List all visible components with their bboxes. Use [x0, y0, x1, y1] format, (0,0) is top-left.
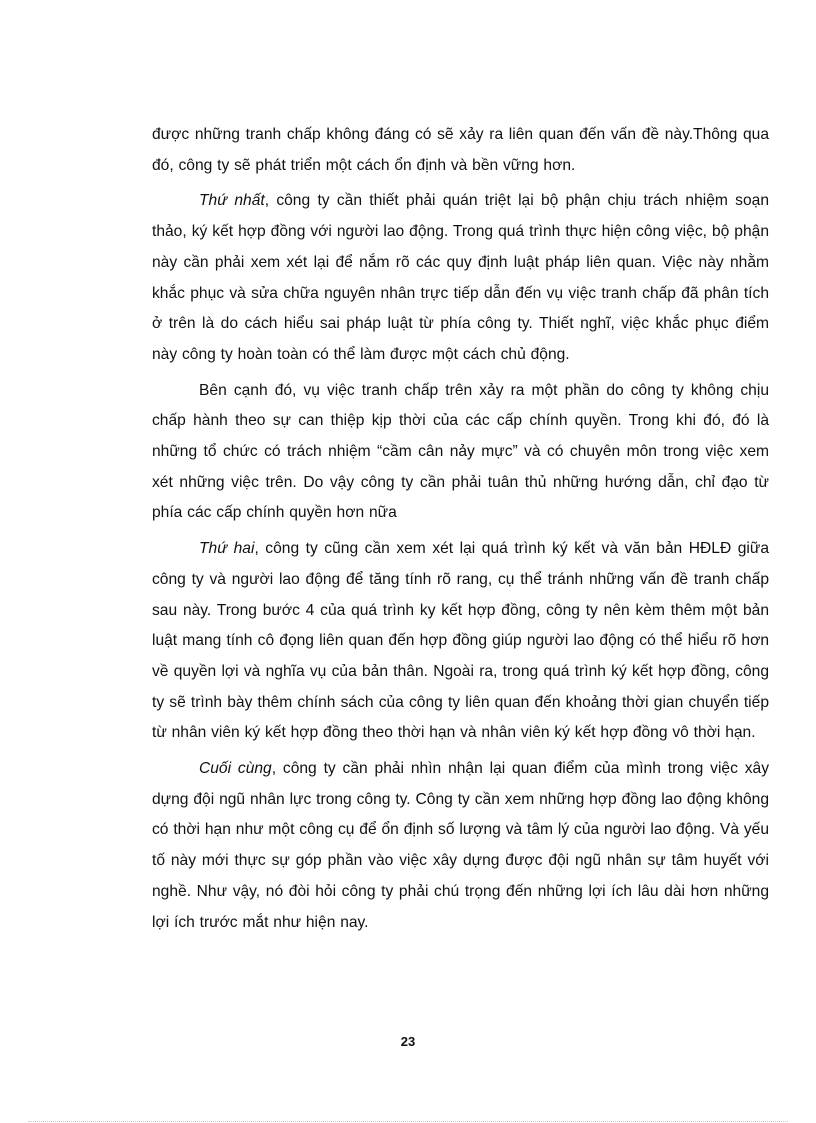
paragraph-text: , công ty cần phải nhìn nhận lại quan điểm của mình trong việc xây dựng đội ngũ nhân lực trong công ty. Công ty cần xem những hợp đồng lao động không có thời hạn như một công cụ để ổn định số lượng và tâm lý của người lao động. Và yếu tố này mới thực sự góp phần vào việc xây dựng được đội ngũ nhân sự tâm huyết với nghề. Như vậy, nó đòi hỏi công ty phải chú trọng đến những lợi ích lâu dài hơn những lợi ích trước mắt như hiện nay. [152, 760, 769, 931]
page-number: 23 [400, 1034, 416, 1049]
paragraph-lead: Cuối cùng [199, 760, 272, 778]
paragraph-text: , công ty cũng cần xem xét lại quá trình ký kết và văn bản HĐLĐ giữa công ty và người lao động để tăng tính rõ rang, cụ thể tránh những vấn đề tranh chấp sau này. Trong bước 4 của quá trình ky kết hợp đồng, công ty nên kèm thêm một bản luật mang tính cô đọng liên quan đến hợp đồng giúp người lao động có thể hiểu rõ hơn về quyền lợi và nghĩa vụ của bản thân. Ngoài ra, trong quá trình ký kết hợp đồng, công ty sẽ trình bày thêm chính sách của công ty liên quan đến khoảng thời gian chuyển tiếp từ nhân viên ký kết hợp đồng theo thời hạn và nhân viên ký kết hợp đồng vô thời hạn. [152, 540, 769, 742]
paragraph-text: được những tranh chấp không đáng có sẽ xảy ra liên quan đến vấn đề này.Thông qua đó, công ty sẽ phát triển một cách ổn định và bền vững hơn. [152, 126, 769, 174]
paragraph-continuation [152, 120, 769, 181]
paragraph-lead: Thứ nhất [199, 192, 265, 210]
paragraph-second-point [152, 534, 769, 749]
paragraph-lead: Thứ hai [199, 540, 255, 558]
paragraph-additional [152, 376, 769, 530]
paragraph-final-point [152, 754, 769, 938]
page-bottom-divider [28, 1121, 788, 1122]
body-text [152, 120, 769, 943]
paragraph-text: Bên cạnh đó, vụ việc tranh chấp trên xảy ra một phần do công ty không chịu chấp hành theo sự can thiệp kịp thời của các cấp chính quyền. Trong khi đó, đó là những tổ chức có trách nhiệm “cầm cân nảy mực” và có chuyên môn trong việc xem xét những việc trên. Do vậy công ty cần phải tuân thủ những hướng dẫn, chỉ đạo từ phía các cấp chính quyền hơn nữa [152, 381, 769, 522]
paragraph-first-point [152, 186, 769, 370]
paragraph-text: , công ty cần thiết phải quán triệt lại bộ phận chịu trách nhiệm soạn thảo, ký kết hợp đồng với người lao động. Trong quá trình thực hiện công việc, bộ phận này cần phải xem xét lại để nắm rõ các quy định luật pháp liên quan. Việc này nhằm khắc phục và sửa chữa nguyên nhân trực tiếp dẫn đến vụ việc tranh chấp đã phân tích ở trên là do cách hiểu sai pháp luật từ phía công ty. Thiết nghĩ, việc khắc phục điểm này công ty hoàn toàn có thể làm được một cách chủ động. [152, 192, 769, 363]
